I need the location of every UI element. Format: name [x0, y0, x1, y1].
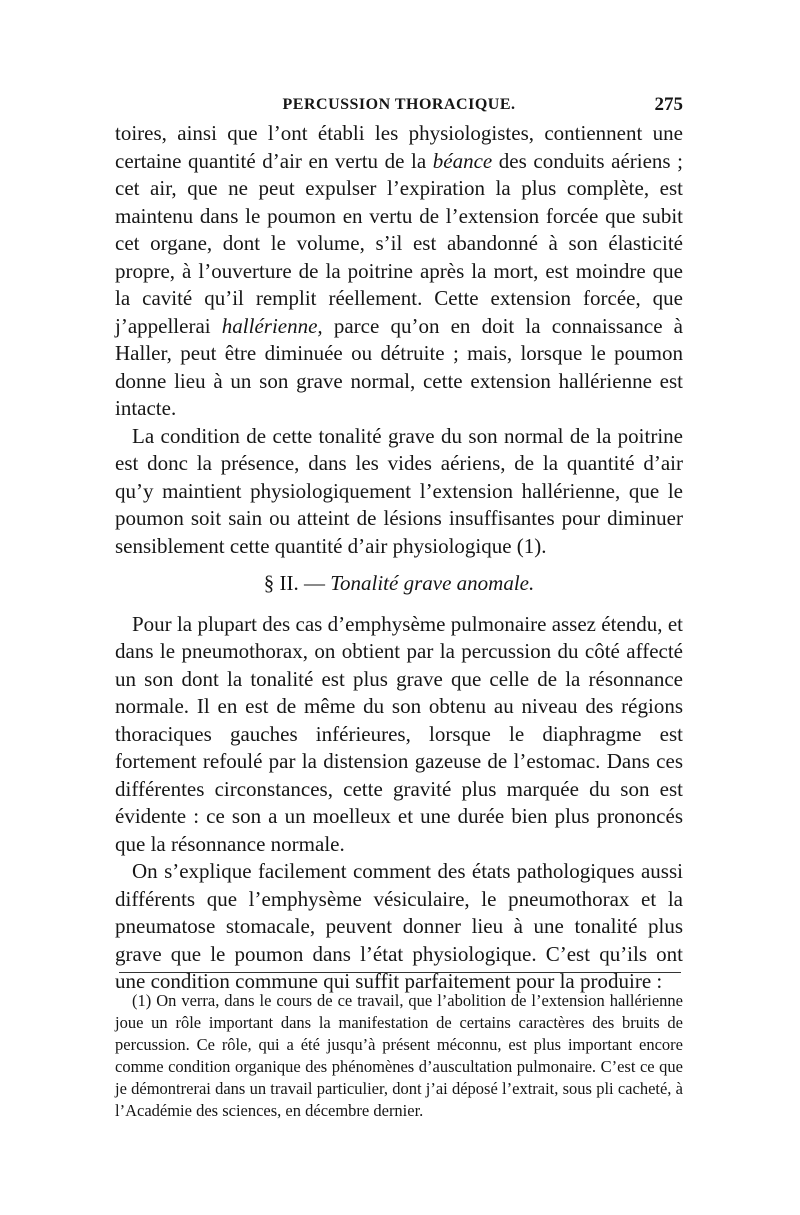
section-heading: [115, 570, 683, 598]
italic-term-beance: béance: [432, 148, 493, 173]
section-number: § II. —: [263, 571, 331, 595]
paragraph-1: [115, 120, 683, 423]
paragraph-4: On s’explique facilement comment des états pathologiques aussi différents que l’emphysème vésiculaire, le pneumothorax et la pneumatose stomacale, peuvent donner lieu à une tonalité plus grave que le poumon dans l’état physiologique. C’est qu’ils ont une condition commune qui suffit parfaitement pour la produire :: [115, 859, 683, 993]
paragraph-1-part-1: toires, ainsi que l’ont établi les physiologistes, contiennent une certaine quantité d’air en vertu de la: [115, 121, 683, 173]
paragraph-3: Pour la plupart des cas d’emphysème pulmonaire assez étendu, et dans le pneumothorax, on obtient par la percussion du côté affecté un son dont la tonalité est plus grave que celle de la résonnance normale. Il en est de même du son obtenu au niveau des régions thoraciques gauches inférieures, lorsque le diaphragme est fortement refoulé par la distension gazeuse de l’estomac. Dans ces différentes circonstances, cette gravité plus marquée du son est évidente : ce son a un moelleux et une durée bien plus prononcés que la résonnance normale.: [115, 611, 683, 856]
section-title: Tonalité grave anomale.: [330, 571, 535, 595]
italic-term-hallerienne: hallérienne,: [221, 313, 323, 338]
footnote: (1) On verra, dans le cours de ce travail, que l’abolition de l’extension hallérienne joue un rôle important dans la manifestation de certains caractères des bruits de percussion. Ce rôle, qui a été jusqu’à présent méconnu, est plus important encore comme condition organique des phénomènes d’auscultation pulmonaire. C’est ce que je démontrerai dans un travail particulier, dont j’ai déposé l’extrait, sous pli cacheté, à l’Académie des sciences, en décembre dernier.: [115, 991, 683, 1120]
footnote-separator: [119, 972, 681, 973]
body-text: [115, 120, 683, 996]
running-title: PERCUSSION THORACIQUE.: [282, 96, 516, 113]
running-head: [115, 90, 683, 120]
paragraph-2: La condition de cette tonalité grave du son normal de la poitrine est donc la présence, dans les vides aériens, de la quantité d’air qu’y maintient physiologiquement l’extension hallérienne, que le poumon soit sain ou atteint de lésions insuffisantes pour diminuer sensiblement cette quantité d’air physiologique (1).: [115, 423, 683, 558]
paragraph-1-part-3: parce qu’on en doit la connaissance à Haller, peut être diminuée ou détruite ; mais, lorsque le poumon donne lieu à un son grave normal, cette extension hallérienne est intacte.: [115, 313, 684, 420]
paragraph-1-part-2: des conduits aériens ; cet air, que ne peut expulser l’expiration la plus complète, est maintenu dans le poumon en vertu de l’extension forcée que subit cet organe, dont le volume, s’il est abandonné à son élasticité propre, à l’ouverture de la poitrine après la mort, est moindre que la cavité qu’il remplit réellement. Cette extension forcée, que j’appellerai: [115, 148, 683, 338]
page-number: 275: [654, 94, 683, 115]
